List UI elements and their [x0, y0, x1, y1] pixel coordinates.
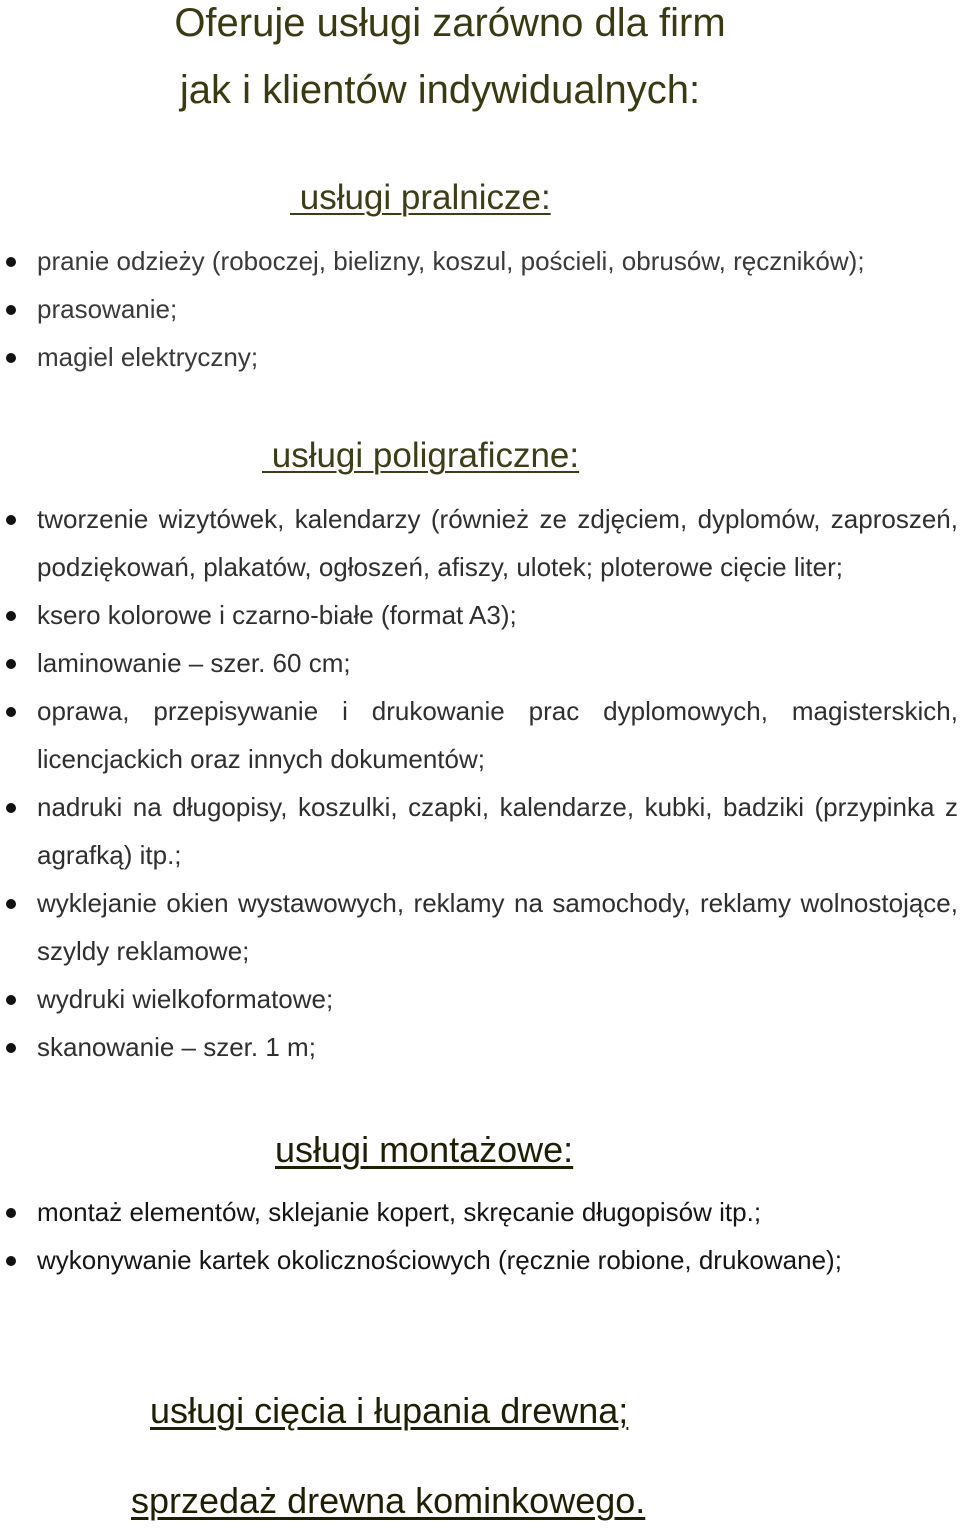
assembly-services-list: [0, 1188, 958, 1284]
list-item: montaż elementów, sklejanie kopert, skręcanie długopisów itp.;: [0, 1188, 958, 1236]
list-item: tworzenie wizytówek, kalendarzy (również ze zdjęciem, dyplomów, zaproszeń, podziękowań, plakatów, ogłoszeń, afiszy, ulotek; ploterowe cięcie liter;: [0, 495, 958, 591]
section-heading-laundry: usługi pralnicze:: [290, 178, 551, 217]
page-title-line-1: Oferuje usługi zarówno dla firm: [174, 1, 726, 45]
list-item: magiel elektryczny;: [0, 333, 958, 381]
list-item: pranie odzieży (roboczej, bielizny, koszul, pościeli, obrusów, ręczników);: [0, 237, 958, 285]
section-heading-printing: usługi poligraficzne:: [262, 436, 580, 475]
printing-services-list: [0, 495, 958, 1071]
section-heading-assembly: usługi montażowe:: [275, 1129, 574, 1170]
list-item: wydruki wielkoformatowe;: [0, 975, 958, 1023]
list-item: prasowanie;: [0, 285, 958, 333]
list-item: laminowanie – szer. 60 cm;: [0, 639, 958, 687]
list-item: wykonywanie kartek okolicznościowych (ręcznie robione, drukowane);: [0, 1236, 958, 1284]
list-item: oprawa, przepisywanie i drukowanie prac dyplomowych, magisterskich, licencjackich oraz innych dokumentów;: [0, 687, 958, 783]
footer-line-firewood-sale: sprzedaż drewna kominkowego.: [131, 1480, 646, 1521]
page-title-line-2: jak i klientów indywidualnych:: [179, 68, 701, 112]
list-item: skanowanie – szer. 1 m;: [0, 1023, 958, 1071]
laundry-services-list: [0, 237, 958, 381]
footer-line-wood-cutting: usługi cięcia i łupania drewna;: [150, 1390, 629, 1431]
list-item: wyklejanie okien wystawowych, reklamy na samochody, reklamy wolnostojące, szyldy reklamowe;: [0, 879, 958, 975]
list-item: ksero kolorowe i czarno-białe (format A3);: [0, 591, 958, 639]
list-item: nadruki na długopisy, koszulki, czapki, kalendarze, kubki, badziki (przypinka z agrafką) itp.;: [0, 783, 958, 879]
